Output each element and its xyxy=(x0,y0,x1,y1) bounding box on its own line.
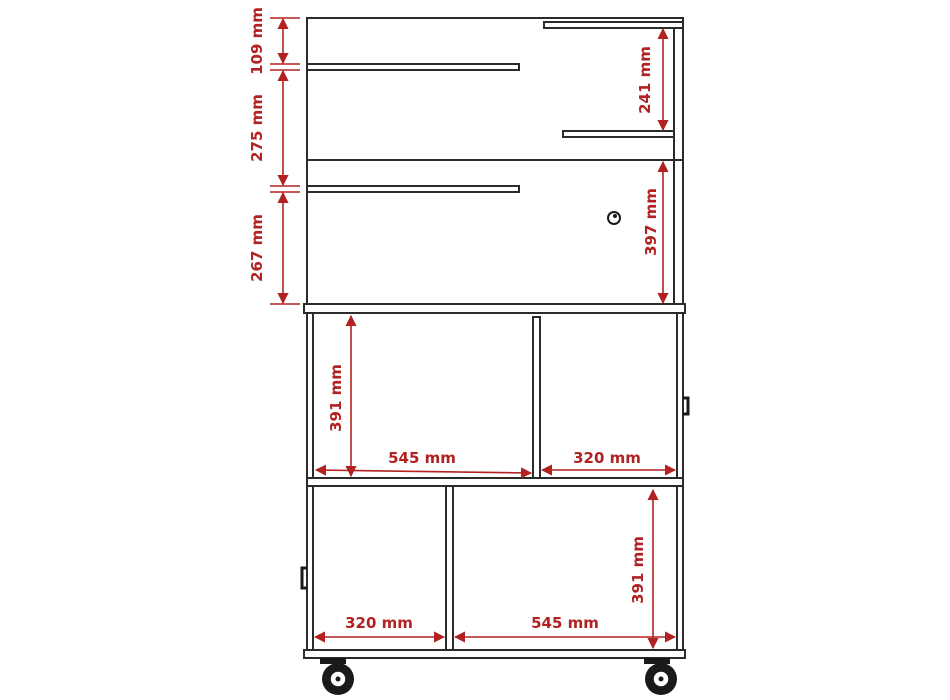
bottom-base-plate xyxy=(304,650,685,658)
upper-base-plate xyxy=(304,304,685,313)
left-dimension-chain xyxy=(248,7,300,304)
dimension-label-267: 267 mm xyxy=(248,214,266,282)
dimension-label-241: 241 mm xyxy=(636,46,654,114)
dimension-label-bottom-391: 391 mm xyxy=(629,536,647,604)
middle-shelf xyxy=(307,478,683,486)
dimension-label-middle-391: 391 mm xyxy=(327,364,345,432)
bottom-dimensions xyxy=(315,490,675,648)
lock-icon xyxy=(608,212,620,224)
dimension-label-bottom-320: 320 mm xyxy=(345,614,413,632)
dimension-label-middle-320: 320 mm xyxy=(573,449,641,467)
top-right-rail xyxy=(544,22,683,28)
middle-divider xyxy=(533,317,540,478)
bottom-divider xyxy=(446,486,453,650)
upper-left-rail xyxy=(307,64,519,70)
left-caster-icon xyxy=(320,658,354,695)
dimension-label-109: 109 mm xyxy=(248,7,266,75)
middle-right-rail xyxy=(563,131,674,137)
upper-right-dimensions xyxy=(636,29,663,303)
upper-cabinet xyxy=(304,18,685,313)
dimension-line-middle-545 xyxy=(316,470,531,473)
dimension-label-middle-545: 545 mm xyxy=(388,449,456,467)
dimension-label-bottom-545: 545 mm xyxy=(531,614,599,632)
middle-dimensions xyxy=(316,316,675,476)
dimension-label-397: 397 mm xyxy=(642,188,660,256)
right-caster-icon xyxy=(644,658,677,695)
lower-left-rail xyxy=(307,186,519,192)
dimension-label-275: 275 mm xyxy=(248,94,266,162)
bottom-section xyxy=(302,486,685,658)
